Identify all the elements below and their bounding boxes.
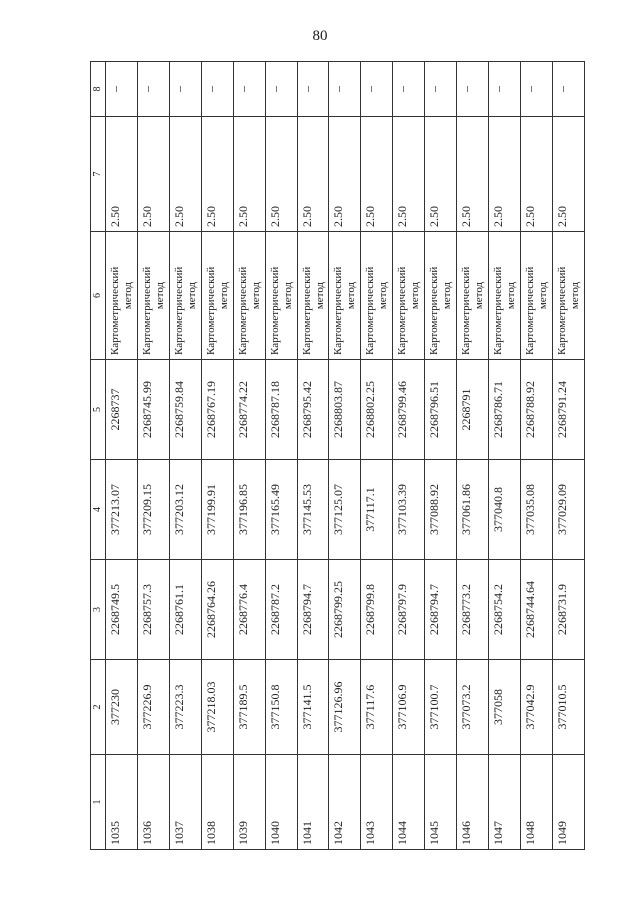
method-line-2: метод [122, 281, 134, 310]
x-coordinate-cell: 377073.2 [457, 660, 489, 755]
rotated-table-frame [90, 62, 585, 850]
method-line-1: Картометрический [523, 266, 536, 355]
accuracy-cell: 2.50 [297, 117, 329, 232]
accuracy-cell: 2.50 [489, 117, 521, 232]
accuracy-cell: 2.50 [457, 117, 489, 232]
x-coordinate-cell: 377058 [489, 660, 521, 755]
accuracy-cell: 2.50 [393, 117, 425, 232]
x-coordinate-cell: 377100.7 [425, 660, 457, 755]
x-coordinate-cell: 377141.5 [297, 660, 329, 755]
note-cell: – [457, 62, 489, 117]
note-cell: – [137, 62, 169, 117]
accuracy-cell: 2.50 [169, 117, 201, 232]
x-coordinate-new-cell: 377145.53 [297, 460, 329, 560]
x-coordinate-cell: 377106.9 [393, 660, 425, 755]
method-line-1: Картометрический [172, 266, 185, 355]
method-line-2: метод [217, 281, 230, 310]
x-coordinate-new-cell: 377203.12 [169, 460, 201, 560]
method-line-2: метод [281, 281, 294, 310]
method-line-2: метод [153, 281, 166, 310]
method-cell [425, 232, 457, 360]
y-coordinate-new-cell: 2268799.46 [393, 360, 425, 460]
y-coordinate-cell: 2268757.3 [137, 560, 169, 660]
table-row [137, 62, 169, 850]
note-cell: – [393, 62, 425, 117]
note-cell: – [169, 62, 201, 117]
note-cell: – [297, 62, 329, 117]
x-coordinate-cell: 377010.5 [552, 660, 584, 755]
x-coordinate-new-cell: 377196.85 [233, 460, 265, 560]
y-coordinate-new-cell: 2268787.18 [265, 360, 297, 460]
x-coordinate-cell: 377150.8 [265, 660, 297, 755]
method-cell [329, 232, 361, 360]
point-number-cell: 1038 [201, 755, 233, 850]
method-line-1: Картометрический [460, 266, 473, 355]
method-line-2: метод [185, 281, 198, 310]
method-line-1: Картометрический [364, 266, 377, 355]
table-row [106, 62, 138, 850]
point-number-cell: 1043 [361, 755, 393, 850]
x-coordinate-cell: 377223.3 [169, 660, 201, 755]
note-cell: – [201, 62, 233, 117]
method-cell [393, 232, 425, 360]
method-line-2: метод [441, 281, 454, 310]
y-coordinate-cell: 2268754.2 [489, 560, 521, 660]
point-number-cell: 1040 [265, 755, 297, 850]
x-coordinate-new-cell: 377165.49 [265, 460, 297, 560]
method-line-1: Картометрический [555, 266, 568, 355]
note-cell: – [329, 62, 361, 117]
accuracy-cell: 2.50 [265, 117, 297, 232]
point-number-cell: 1045 [425, 755, 457, 850]
point-number-cell: 1048 [520, 755, 552, 850]
accuracy-cell: 2.50 [233, 117, 265, 232]
table-row [520, 62, 552, 850]
x-coordinate-cell: 377226.9 [137, 660, 169, 755]
table-row [201, 62, 233, 850]
header-cell: 5 [91, 360, 106, 460]
header-cell: 8 [91, 62, 106, 117]
method-line-1: Картометрический [236, 266, 249, 355]
note-cell: – [265, 62, 297, 117]
x-coordinate-new-cell: 377103.39 [393, 460, 425, 560]
method-line-2: метод [536, 281, 549, 310]
method-cell [457, 232, 489, 360]
x-coordinate-cell: 377230 [106, 660, 138, 755]
y-coordinate-new-cell: 2268745.99 [137, 360, 169, 460]
method-line-2: метод [473, 281, 486, 310]
y-coordinate-new-cell: 2268791 [457, 360, 489, 460]
header-cell: 7 [91, 117, 106, 232]
point-number-cell: 1046 [457, 755, 489, 850]
y-coordinate-cell: 2268749.5 [106, 560, 138, 660]
y-coordinate-cell: 2268776.4 [233, 560, 265, 660]
method-cell [233, 232, 265, 360]
header-cell: 6 [91, 232, 106, 360]
point-number-cell: 1041 [297, 755, 329, 850]
table-row [169, 62, 201, 850]
y-coordinate-new-cell: 2268774.22 [233, 360, 265, 460]
table-row [425, 62, 457, 850]
y-coordinate-new-cell: 2268795.42 [297, 360, 329, 460]
accuracy-cell: 2.50 [361, 117, 393, 232]
method-line-1: Картометрический [140, 266, 153, 355]
method-cell [106, 232, 138, 360]
note-cell: – [233, 62, 265, 117]
y-coordinate-new-cell: 2268767.19 [201, 360, 233, 460]
table-header-row [91, 62, 106, 850]
method-line-2: метод [249, 281, 262, 310]
point-number-cell: 1042 [329, 755, 361, 850]
y-coordinate-cell: 2268731.9 [552, 560, 584, 660]
method-cell [137, 232, 169, 360]
table-row [552, 62, 584, 850]
x-coordinate-new-cell: 377040.8 [489, 460, 521, 560]
table-row [233, 62, 265, 850]
method-line-1: Картометрический [332, 266, 345, 355]
method-cell [169, 232, 201, 360]
point-number-cell: 1049 [552, 755, 584, 850]
accuracy-cell: 2.50 [552, 117, 584, 232]
x-coordinate-cell: 377189.5 [233, 660, 265, 755]
accuracy-cell: 2.50 [201, 117, 233, 232]
point-number-cell: 1035 [106, 755, 138, 850]
accuracy-cell: 2.50 [106, 117, 138, 232]
method-line-2: метод [568, 281, 581, 310]
accuracy-cell: 2.50 [425, 117, 457, 232]
header-cell: 1 [91, 755, 106, 850]
y-coordinate-new-cell: 2268786.71 [489, 360, 521, 460]
x-coordinate-new-cell: 377088.92 [425, 460, 457, 560]
method-cell [552, 232, 584, 360]
table-row [297, 62, 329, 850]
y-coordinate-cell: 2268761.1 [169, 560, 201, 660]
note-cell: – [520, 62, 552, 117]
method-line-1: Картометрический [492, 266, 505, 355]
point-number-cell: 1044 [393, 755, 425, 850]
note-cell: – [489, 62, 521, 117]
method-line-1: Картометрический [204, 266, 217, 355]
x-coordinate-new-cell: 377029.09 [552, 460, 584, 560]
method-line-1: Картометрический [396, 266, 409, 355]
note-cell: – [361, 62, 393, 117]
y-coordinate-new-cell: 2268796.51 [425, 360, 457, 460]
point-number-cell: 1036 [137, 755, 169, 850]
x-coordinate-new-cell: 377125.07 [329, 460, 361, 560]
x-coordinate-cell: 377218.03 [201, 660, 233, 755]
method-cell [265, 232, 297, 360]
x-coordinate-new-cell: 377035.08 [520, 460, 552, 560]
table-row [457, 62, 489, 850]
method-line-1: Картометрический [428, 266, 441, 355]
table-row [265, 62, 297, 850]
y-coordinate-cell: 2268744.64 [520, 560, 552, 660]
y-coordinate-cell: 2268787.2 [265, 560, 297, 660]
point-number-cell: 1039 [233, 755, 265, 850]
x-coordinate-new-cell: 377117.1 [361, 460, 393, 560]
accuracy-cell: 2.50 [520, 117, 552, 232]
y-coordinate-new-cell: 2268803.87 [329, 360, 361, 460]
x-coordinate-cell: 377126.96 [329, 660, 361, 755]
page-number: 80 [312, 28, 328, 44]
y-coordinate-cell: 2268773.2 [457, 560, 489, 660]
y-coordinate-new-cell: 2268802.25 [361, 360, 393, 460]
method-cell [489, 232, 521, 360]
note-cell: – [552, 62, 584, 117]
y-coordinate-cell: 2268799.8 [361, 560, 393, 660]
method-line-1: Картометрический [268, 266, 281, 355]
coordinates-table [90, 61, 585, 850]
method-cell [201, 232, 233, 360]
x-coordinate-cell: 377042.9 [520, 660, 552, 755]
table-row [329, 62, 361, 850]
method-line-2: метод [313, 281, 326, 310]
method-cell [520, 232, 552, 360]
method-line-2: метод [409, 281, 422, 310]
note-cell: – [425, 62, 457, 117]
method-line-1: Картометрический [109, 266, 121, 355]
table-body [106, 62, 585, 850]
note-cell: – [106, 62, 138, 117]
method-cell [297, 232, 329, 360]
accuracy-cell: 2.50 [329, 117, 361, 232]
header-cell: 2 [91, 660, 106, 755]
y-coordinate-new-cell: 2268791.24 [552, 360, 584, 460]
accuracy-cell: 2.50 [137, 117, 169, 232]
point-number-cell: 1037 [169, 755, 201, 850]
y-coordinate-cell: 2268797.9 [393, 560, 425, 660]
y-coordinate-cell: 2268794.7 [297, 560, 329, 660]
method-cell [361, 232, 393, 360]
x-coordinate-new-cell: 377199.91 [201, 460, 233, 560]
method-line-1: Картометрический [300, 266, 313, 355]
table-row [393, 62, 425, 850]
x-coordinate-new-cell: 377061.86 [457, 460, 489, 560]
method-line-2: метод [505, 281, 518, 310]
x-coordinate-new-cell: 377213.07 [106, 460, 138, 560]
header-cell: 4 [91, 460, 106, 560]
y-coordinate-new-cell: 2268737 [106, 360, 138, 460]
table-container [90, 62, 585, 850]
method-line-2: метод [377, 281, 390, 310]
table-row [361, 62, 393, 850]
y-coordinate-cell: 2268764.26 [201, 560, 233, 660]
y-coordinate-new-cell: 2268788.92 [520, 360, 552, 460]
x-coordinate-cell: 377117.6 [361, 660, 393, 755]
point-number-cell: 1047 [489, 755, 521, 850]
x-coordinate-new-cell: 377209.15 [137, 460, 169, 560]
table-row [489, 62, 521, 850]
y-coordinate-cell: 2268794.7 [425, 560, 457, 660]
y-coordinate-new-cell: 2268759.84 [169, 360, 201, 460]
header-cell: 3 [91, 560, 106, 660]
y-coordinate-cell: 2268799.25 [329, 560, 361, 660]
method-line-2: метод [345, 281, 358, 310]
